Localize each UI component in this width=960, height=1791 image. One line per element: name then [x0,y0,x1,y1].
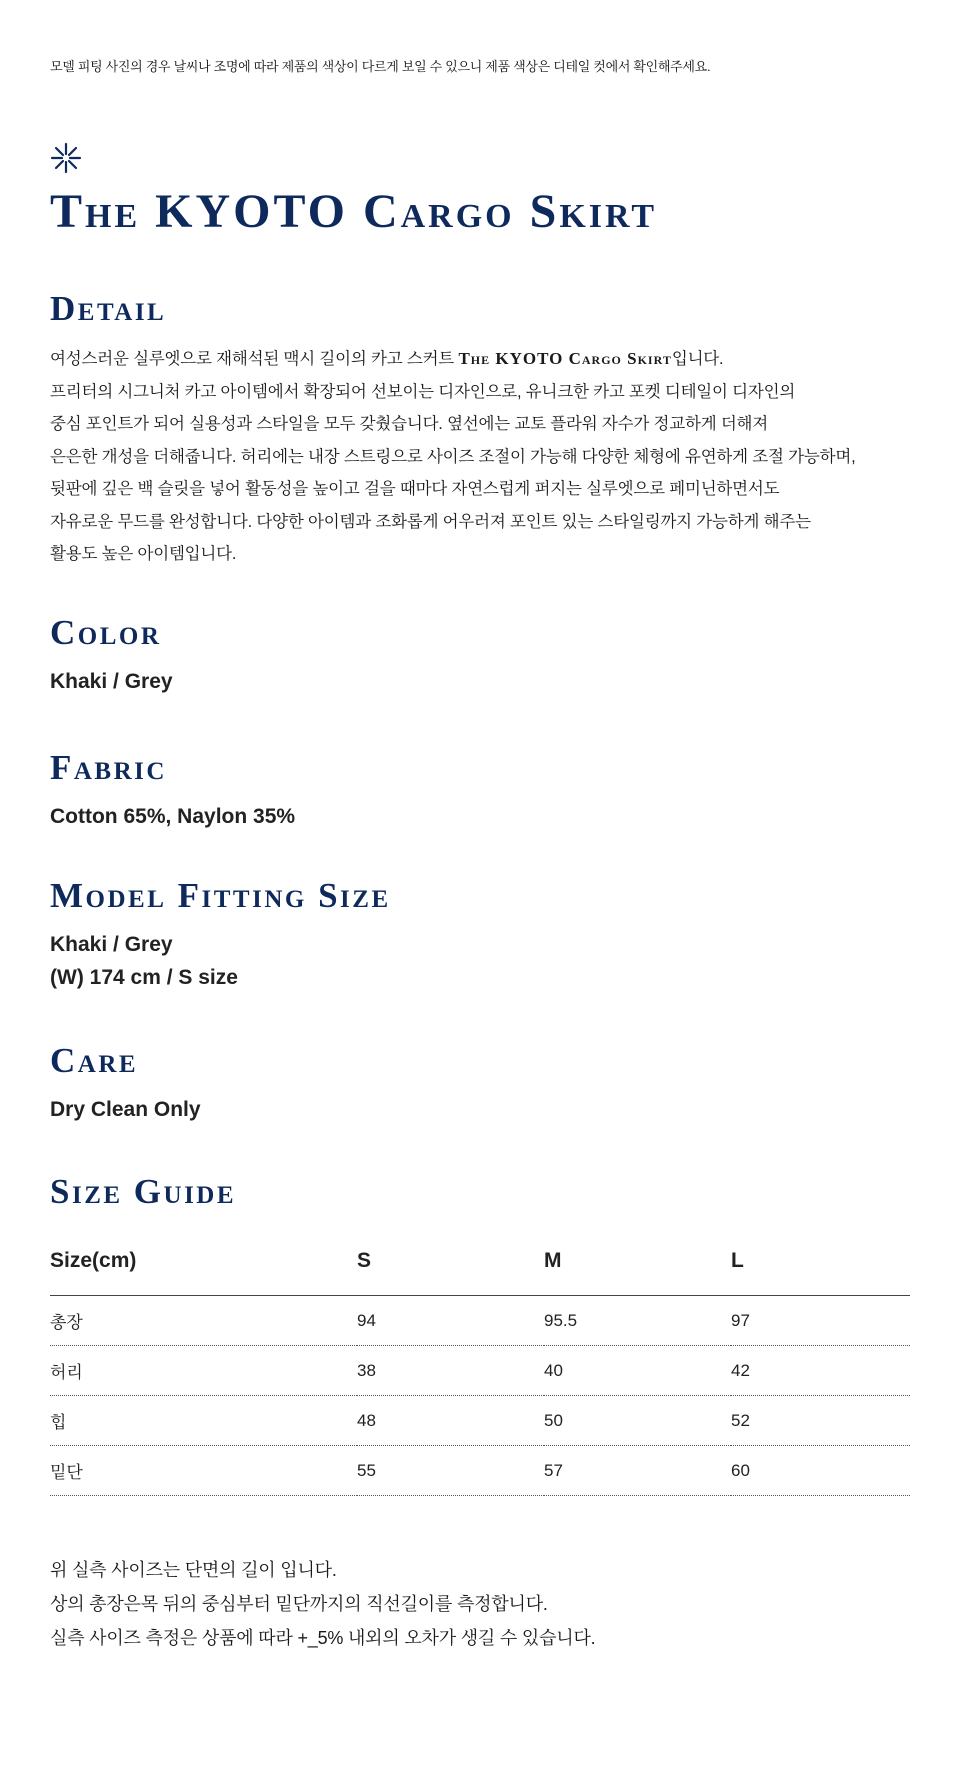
color-notice-text: 모델 피팅 사진의 경우 날씨나 조명에 따라 제품의 색상이 다르게 보일 수 있으니 제품 색상은 디테일 컷에서 확인해주세요. [50,59,711,74]
table-row [50,1446,910,1496]
detail-line [50,343,910,376]
size-m-header: M [544,1241,731,1296]
color-heading: Color [50,613,162,652]
note-line: 위 실측 사이즈는 단면의 길이 입니다. [50,1560,337,1580]
size-s-value: 48 [357,1396,544,1446]
product-title: The KYOTO Cargo Skirt [50,185,658,238]
size-l-value: 42 [731,1346,910,1396]
model-fitting-heading: Model Fitting Size [50,876,391,915]
size-m-value: 50 [544,1396,731,1446]
size-l-value: 97 [731,1296,910,1346]
size-s-header: S [357,1241,544,1296]
size-s-value: 94 [357,1296,544,1346]
measurement-label: 허리 [50,1346,357,1396]
fabric-value: Cotton 65%, Naylon 35% [50,805,296,828]
asterisk-star-icon [50,142,82,174]
measurement-label: 밑단 [50,1446,357,1496]
size-s-value: 38 [357,1346,544,1396]
detail-line: 뒷판에 깊은 백 슬릿을 넣어 활동성을 높이고 걸을 때마다 자연스럽게 퍼지는 실루엣으로 페미닌하면서도 [50,480,780,498]
table-row [50,1296,910,1346]
detail-line: 중심 포인트가 되어 실용성과 스타일을 모두 갖췄습니다. 옆선에는 교토 플라워 자수가 정교하게 더해져 [50,415,769,433]
detail-line: 자유로운 무드를 완성합니다. 다양한 아이템과 조화롭게 어우러져 포인트 있는 스타일링까지 가능하게 해주는 [50,512,811,531]
table-row [50,1346,910,1396]
note-line: 실측 사이즈 측정은 상품에 따라 +_5% 내외의 오차가 생길 수 있습니다. [50,1628,596,1648]
table-row [50,1396,910,1446]
size-guide-table [50,1241,910,1496]
measurement-label: 힙 [50,1396,357,1446]
size-table-header-row [50,1241,910,1296]
size-m-value: 57 [544,1446,731,1496]
measurement-label: 총장 [50,1296,357,1346]
product-name-inline: The KYOTO Cargo Skirt [458,349,672,368]
detail-description [50,343,910,571]
detail-line-prefix: 여성스러운 실루엣으로 재해석된 맥시 길이의 카고 스커트 [50,350,459,368]
size-column-header: Size(cm) [50,1241,357,1296]
size-s-value: 55 [357,1446,544,1496]
detail-line: 은은한 개성을 더해줍니다. 허리에는 내장 스트링으로 사이즈 조절이 가능해 다양한 체형에 유연하게 조절 가능하며, [50,447,856,466]
care-value: Dry Clean Only [50,1098,201,1121]
model-fitting-size: (W) 174 cm / S size [50,966,238,989]
model-fitting-color: Khaki / Grey [50,933,173,956]
detail-line: 활용도 높은 아이템입니다. [50,545,237,563]
size-l-value: 52 [731,1396,910,1446]
size-guide-heading: Size Guide [50,1172,237,1211]
note-line: 상의 총장은목 뒤의 중심부터 밑단까지의 직선길이를 측정합니다. [50,1594,548,1614]
detail-line-suffix: 입니다. [671,350,724,368]
size-m-value: 95.5 [544,1296,731,1346]
size-l-header: L [731,1241,910,1296]
measurement-notes [50,1553,595,1655]
detail-heading: Detail [50,289,167,328]
fabric-heading: Fabric [50,748,167,787]
care-heading: Care [50,1041,139,1080]
size-m-value: 40 [544,1346,731,1396]
size-l-value: 60 [731,1446,910,1496]
color-value: Khaki / Grey [50,670,173,693]
detail-line: 프리터의 시그니처 카고 아이템에서 확장되어 선보이는 디자인으로, 유니크한 카고 포켓 디테일이 디자인의 [50,382,796,401]
